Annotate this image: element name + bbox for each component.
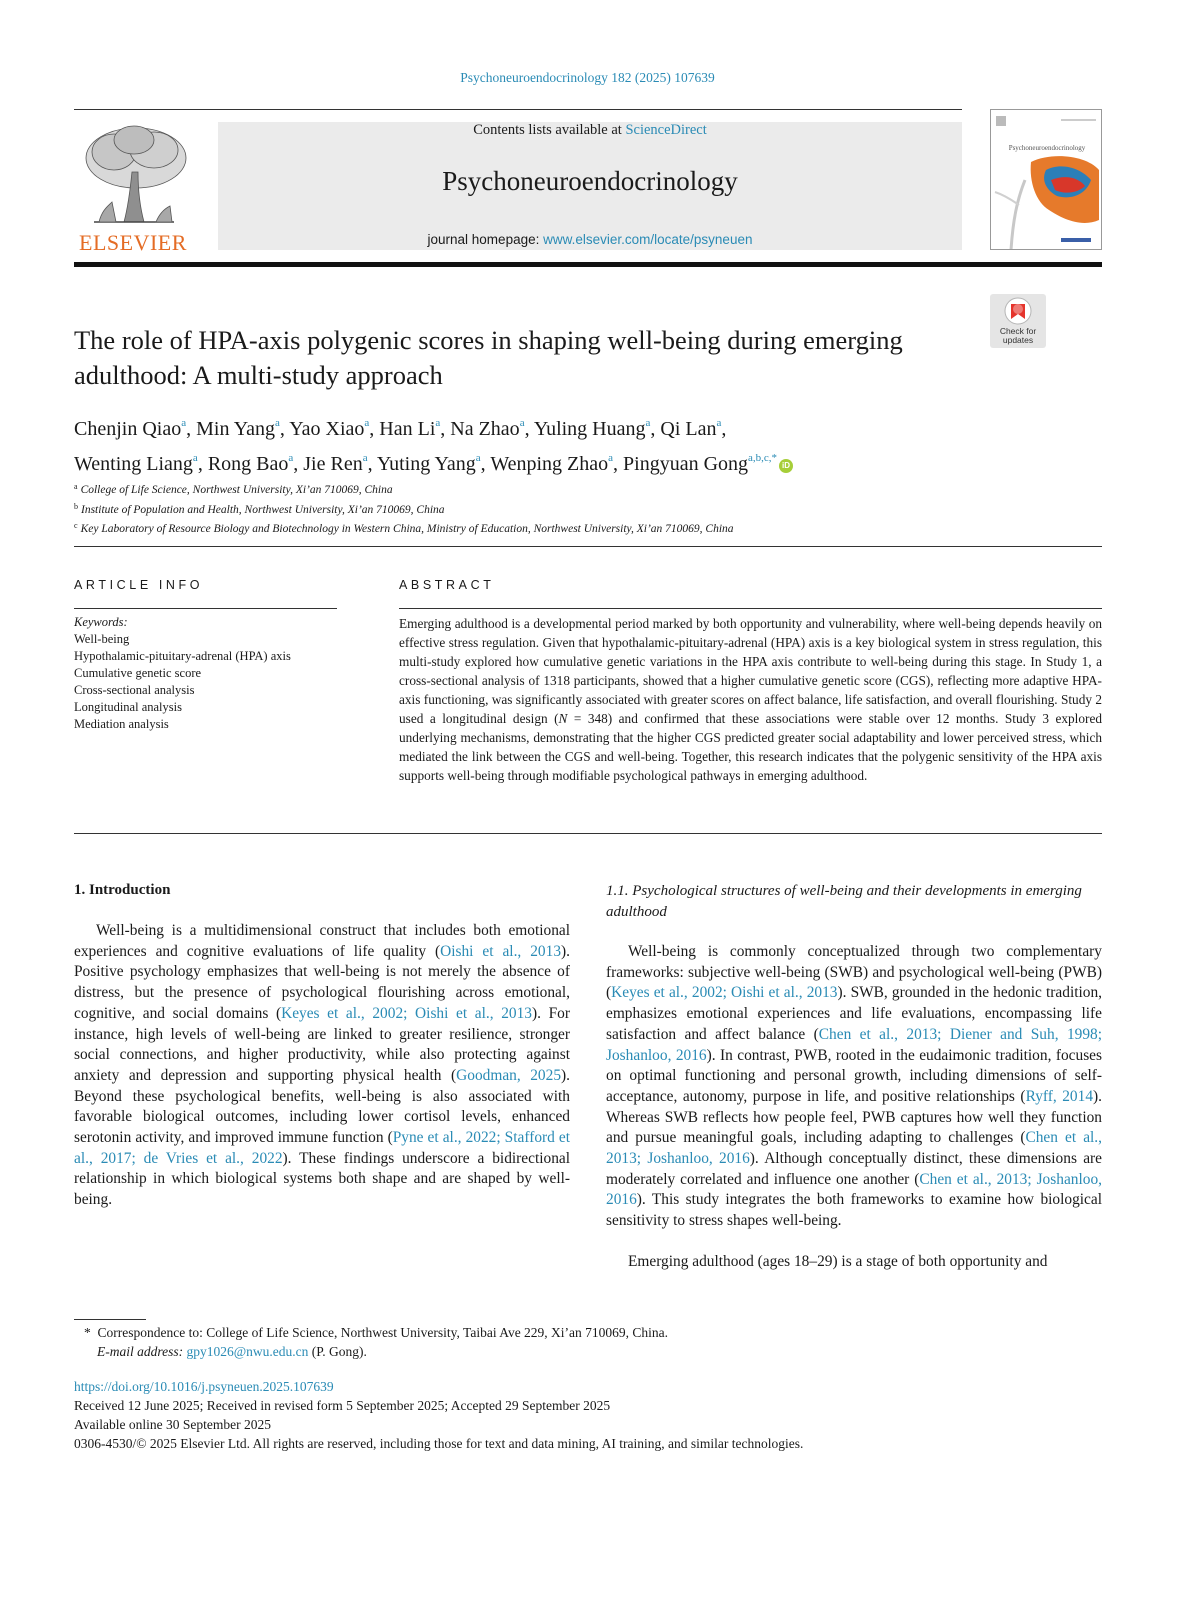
keyword-item: Mediation analysis (74, 717, 169, 731)
citation-link[interactable]: Keyes et al., 2002; Oishi et al., 2013 (281, 1004, 533, 1022)
affiliation-item: $^c$ Key Laboratory of Resource Biology and Biotechnology in Western China, Ministry of Education, Northwest University, Xi’an 710069, China (74, 521, 734, 535)
journal-cover-thumbnail[interactable] (990, 109, 1102, 250)
doi-link[interactable]: https://doi.org/10.1016/j.psyneuen.2025.107639 (74, 1379, 334, 1394)
subsection-paragraph-continued: Emerging adulthood (ages 18–29) is a stage of both opportunity and (628, 1253, 1048, 1270)
check-updates-icon (990, 294, 1046, 328)
citation-link[interactable]: Ryff, 2014 (1025, 1087, 1094, 1105)
author-name[interactable]: Wenting Liang (74, 453, 193, 475)
affiliation-marker[interactable]: a (645, 417, 651, 429)
footnote-rule (74, 1319, 146, 1320)
keyword-item: Longitudinal analysis (74, 700, 182, 714)
cover-title: Psychoneuroendocrinology (1008, 144, 1086, 152)
keyword-item: Well-being (74, 632, 130, 646)
authors-line-1: Chenjin Qiao$^a$, Min Yang$^a$, Yao Xiao$^a$, Han Li$^a$, Na Zhao$^a$, Yuling Huang$^a$, Qi Lan$^a$, (74, 417, 727, 440)
affiliation-marker[interactable]: a (435, 417, 441, 429)
citation-link[interactable]: Chen et al., 2013; Diener and Suh, 1998; Joshanloo, 2016 (606, 1025, 1102, 1064)
homepage-link[interactable]: www.elsevier.com/locate/psyneuen (543, 232, 753, 247)
affiliation-marker[interactable]: a (192, 452, 198, 464)
citation-link[interactable]: Keyes et al., 2002; Oishi et al., 2013 (611, 984, 838, 1002)
authors-line-2: Wenting Liang$^a$, Rong Bao$^a$, Jie Ren$^a$, Yuting Yang$^a$, Wenping Zhao$^a$, Pingyuan Gong$^{a,b,c,*}$iD (74, 444, 1074, 479)
article-info-heading: ARTICLE INFO (74, 578, 204, 592)
subsection-heading: 1.1. Psychological structures of well-being and their developments in emerging adulthood (606, 883, 1082, 920)
author-name[interactable]: Yao Xiao (289, 418, 365, 440)
email-note: E-mail address: gpy1026@nwu.edu.cn (P. Gong). (97, 1344, 367, 1359)
subsection-paragraph: Well-being is commonly conceptualized through two complementary frameworks: subjective well-being (SWB) and psychological well-being (PWB) (Keyes et al., 2002; Oishi et al., 2013). SWB, grounded in the hedonic tradition, emphasizes emotional experiences and life evaluations, encompassing life satisfaction and affect balance (Chen et al., 2013; Diener and Suh, 1998; Joshanloo, 2016). In contrast, PWB, rooted in the eudaimonic tradition, focuses on optimal functioning and personal growth, including dimensions of self-acceptance, autonomy, purpose in life, and positive relationships (Ryff, 2014). Whereas SWB reflects how people feel, PWB captures how well they function and pursue meaningful goals, including adapting to challenges (Chen et al., 2013; Joshanloo, 2016). Although conceptually distinct, these dimensions are moderately correlated and influence one another (Chen et al., 2013; Joshanloo, 2016). This study integrates the both frameworks to examine how biological sensitivity to stress shapes well-being. (606, 943, 1103, 1230)
author-name[interactable]: Rong Bao (207, 453, 289, 475)
keywords-block (74, 614, 337, 733)
check-updates-label: Check for updates (999, 326, 1037, 345)
author-name[interactable]: Min Yang (196, 418, 276, 440)
section-heading-introduction: 1. Introduction (74, 882, 171, 898)
citation-link[interactable]: Goodman, 2025 (456, 1066, 562, 1084)
affiliation-marker[interactable]: a (181, 417, 187, 429)
journal-title: Psychoneuroendocrinology (442, 166, 738, 196)
divider (74, 608, 337, 609)
affiliation-marker[interactable]: a (519, 417, 525, 429)
divider (74, 833, 1102, 834)
keywords-heading: Keywords: (74, 615, 128, 629)
affiliation-marker[interactable]: a,b,c,* (748, 452, 778, 464)
author-name[interactable]: Chenjin Qiao (74, 418, 182, 440)
affiliation-marker[interactable]: a (362, 452, 368, 464)
divider (399, 608, 1102, 609)
author-name[interactable]: Jie Ren (303, 453, 363, 475)
keyword-item: Cumulative genetic score (74, 666, 202, 680)
doi[interactable] (74, 1377, 1074, 1396)
orcid-icon[interactable]: iD (779, 459, 793, 473)
keyword-item: Hypothalamic-pituitary-adrenal (HPA) axis (74, 649, 291, 663)
author-name[interactable]: Pingyuan Gong (623, 453, 749, 475)
article-title: The role of HPA-axis polygenic scores in shaping well-being during emerging adulthood: A multi-study approach (74, 325, 903, 390)
author-name[interactable]: Yuting Yang (376, 453, 476, 475)
correspondence-note: * Correspondence to: College of Life Science, Northwest University, Taibai Ave 229, Xi’an 710069, China. (84, 1325, 669, 1340)
elsevier-wordmark[interactable]: ELSEVIER (79, 230, 187, 255)
affiliation-marker[interactable]: a (275, 417, 280, 429)
affiliation-item: $^a$ College of Life Science, Northwest University, Xi’an 710069, China (74, 482, 393, 496)
citation-link[interactable]: Pyne et al., 2022; Stafford et al., 2017; de Vries et al., 2022 (74, 1129, 571, 1167)
citation-link[interactable]: Chen et al., 2013; Joshanloo, 2016 (606, 1170, 1102, 1209)
affiliation-marker[interactable]: a (716, 417, 722, 429)
available-online: Available online 30 September 2025 (74, 1417, 271, 1432)
copyright: 0306-4530/© 2025 Elsevier Ltd. All rights are reserved, including those for text and data mining, AI training, and similar technologies. (74, 1436, 804, 1451)
divider (74, 546, 1102, 547)
citation-link[interactable]: Oishi et al., 2013 (440, 942, 562, 960)
check-for-updates-button[interactable] (990, 294, 1046, 348)
author-name[interactable]: Na Zhao (450, 418, 520, 440)
author-name[interactable]: Qi Lan (660, 418, 717, 440)
journal-masthead (218, 122, 962, 250)
author-name[interactable]: Yuling Huang (533, 418, 646, 440)
journal-homepage: journal homepage: www.elsevier.com/locate/psyneuen (427, 232, 753, 247)
affiliation-item: $^b$ Institute of Population and Health, Northwest University, Xi’an 710069, China (74, 501, 445, 516)
article-history (74, 1396, 1124, 1453)
keywords-list (74, 631, 337, 733)
affiliation-marker[interactable]: a (288, 452, 294, 464)
header-rule (74, 109, 962, 110)
affiliation-marker[interactable]: a (364, 417, 370, 429)
abstract-heading: ABSTRACT (399, 578, 495, 592)
contents-available: Contents lists available at ScienceDirect (473, 122, 707, 138)
journal-reference[interactable]: Psychoneuroendocrinology 182 (2025) 107639 (460, 70, 715, 85)
keyword-item: Cross-sectional analysis (74, 683, 195, 697)
received-dates: Received 12 June 2025; Received in revised form 5 September 2025; Accepted 29 September 2025 (74, 1398, 611, 1413)
affiliation-marker[interactable]: a (608, 452, 614, 464)
intro-paragraph: Well-being is a multidimensional construct that includes both emotional experiences and cognitive evaluations of life quality (Oishi et al., 2013). Positive psychology emphasizes that well-being is not merely the absence of distress, but the presence of psychological flourishing across emotional, cognitive, and social domains (Keyes et al., 2002; Oishi et al., 2013). For instance, high levels of well-being are linked to greater resilience, stronger social connections, and higher productivity, while also protecting against anxiety and depression and supporting physical health (Goodman, 2025). Beyond these psychological benefits, well-being is also associated with favorable biological outcomes, including lower cortisol levels, enhanced serotonin activity, and improved immune function (Pyne et al., 2022; Stafford et al., 2017; de Vries et al., 2022). These findings underscore a bidirectional relationship in which biological systems both shape and are shaped by well-being. (74, 922, 571, 1209)
author-name[interactable]: Han Li (379, 418, 436, 440)
author-name[interactable]: Wenping Zhao (490, 453, 609, 475)
citation-link[interactable]: Chen et al., 2013; Joshanloo, 2016 (606, 1129, 1102, 1168)
email-link[interactable]: gpy1026@nwu.edu.cn (186, 1344, 309, 1359)
masthead-rule (74, 262, 1102, 267)
abstract-text: Emerging adulthood is a developmental period marked by both opportunity and vulnerability, where well-being depends heavily on effective stress regulation. Given that hypothalamic-pituitary-adrenal (HPA) axis is a key biological system in stress regulation, this multi-study explored how cumulative genetic variations in the HPA axis contribute to well-being during this stage. In Study 1, a cross-sectional analysis of 1318 participants, showed that a higher cumulative genetic score (CGS), reflecting more adaptive HPA-axis functioning, was significantly associated with greater scores on affect balance, life satisfaction, and overall flourishing. Study 2 used a longitudinal design (N = 348) and confirmed that these associations were stable over 12 months. Study 3 explored underlying mechanisms, demonstrating that the higher CGS predicted greater social adaptability and lower perceived stress, which mediated the link between the CGS and well-being. Together, this research indicates that the polygenic sensitivity of the HPA axis supports well-being through modifiable psychological pathways in emerging adulthood. (399, 616, 1102, 783)
author-list (74, 409, 1074, 479)
affiliations (74, 479, 1074, 538)
affiliation-marker[interactable]: a (475, 452, 481, 464)
sciencedirect-link[interactable]: ScienceDirect (625, 122, 707, 138)
